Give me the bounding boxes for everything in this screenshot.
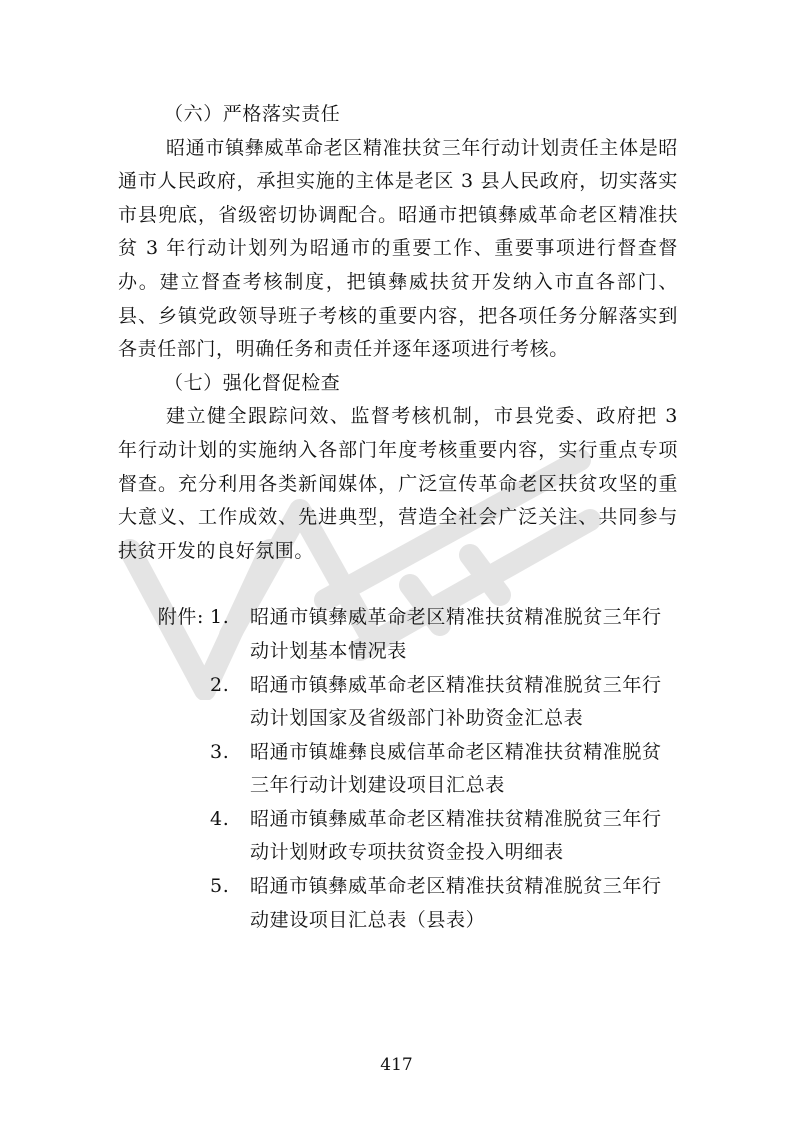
attachment-number: 1. bbox=[210, 606, 230, 629]
page-number: 417 bbox=[380, 1055, 413, 1075]
attachment-title: 昭通市镇彝威革命老区精准扶贫精准脱贫三年行动计划基本情况表 bbox=[250, 606, 662, 662]
attachment-number: 5. bbox=[210, 875, 230, 898]
attachment-title: 昭通市镇雄彝良威信革命老区精准扶贫精准脱贫三年行动计划建设项目汇总表 bbox=[250, 740, 662, 797]
attachment-item bbox=[118, 736, 678, 803]
section-heading-6: （六）严格落实责任 bbox=[164, 103, 341, 125]
attachment-item bbox=[118, 669, 678, 736]
attachment-title: 昭通市镇彝威革命老区精准扶贫精准脱贫三年行动计划财政专项扶贫资金投入明细表 bbox=[250, 807, 662, 864]
section-heading-7: （七）强化督促检查 bbox=[164, 371, 341, 394]
attachment-number: 2. bbox=[210, 673, 230, 696]
attachments-label: 附件: bbox=[157, 606, 204, 629]
attachment-item bbox=[118, 601, 678, 668]
attachment-title: 昭通市镇彝威革命老区精准扶贫精准脱贫三年行动建设项目汇总表（县表） bbox=[250, 875, 662, 931]
section-paragraph-7: 建立健全跟踪问效、监督考核机制，市县党委、政府把 3 年行动计划的实施纳入各部门年度考核重要内容，实行重点专项督查。充分利用各类新闻媒体，广泛宣传革命老区扶贫攻坚的重大意义、工作成效、先进典型，营造全社会广泛关注、共同参与扶贫开发的良好氛围。 bbox=[118, 405, 678, 562]
attachment-title: 昭通市镇彝威革命老区精准扶贫精准脱贫三年行动计划国家及省级部门补助资金汇总表 bbox=[250, 673, 662, 730]
section-paragraph-6: 昭通市镇彝威革命老区精准扶贫三年行动计划责任主体是昭通市人民政府，承担实施的主体是老区 3 县人民政府，切实落实市县兜底，省级密切协调配合。昭通市把镇彝威革命老区精准扶贫 3 年行动计划列为昭通市的重要工作、重要事项进行督查督办。建立督查考核制度，把镇彝威扶贫开发纳入市直各部门、县、乡镇党政领导班子考核的重要内容，把各项任务分解落实到各责任部门，明确任务和责任并逐年逐项进行考核。 bbox=[118, 136, 678, 361]
attachment-item bbox=[118, 803, 678, 870]
attachment-number: 3. bbox=[210, 740, 230, 763]
attachment-number: 4. bbox=[210, 807, 230, 830]
attachments-list bbox=[118, 601, 678, 937]
attachment-item bbox=[118, 870, 678, 937]
document-body bbox=[118, 98, 678, 937]
